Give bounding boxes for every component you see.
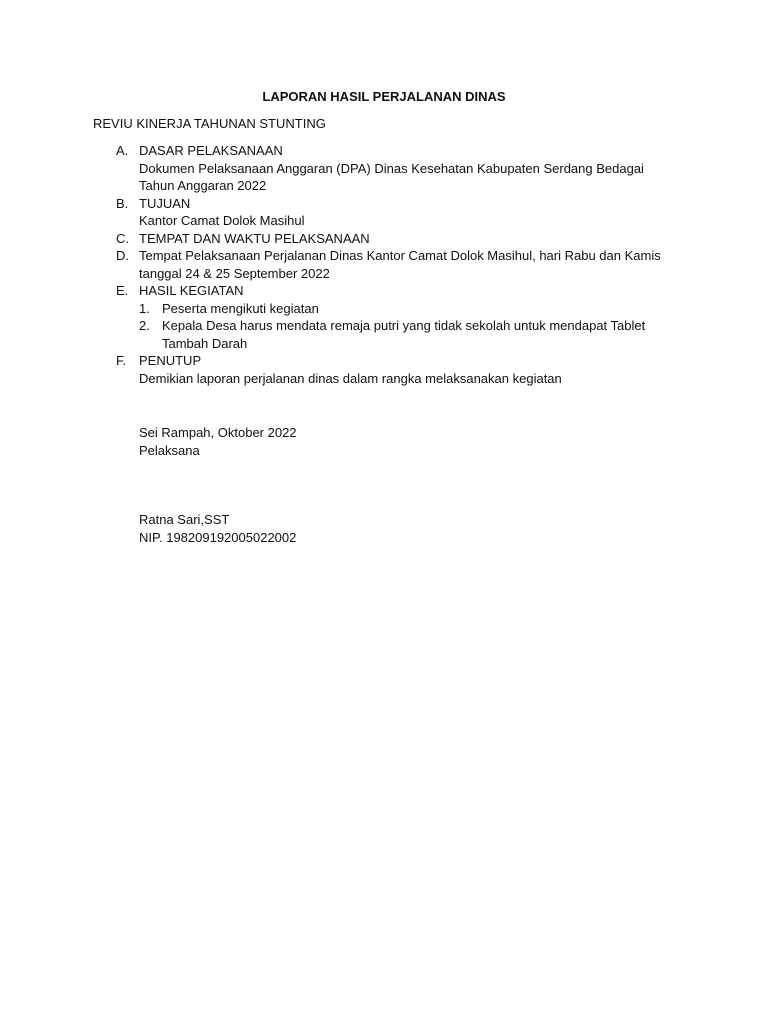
section-letter: C. bbox=[116, 230, 129, 246]
list-item-number: 2. bbox=[139, 318, 150, 333]
signature-role: Pelaksana bbox=[139, 442, 200, 458]
signature-place-date: Sei Rampah, Oktober 2022 bbox=[139, 425, 297, 440]
list-item-text: Kepala Desa harus mendata remaja putri yang tidak sekolah untuk mendapat Tablet Tambah Darah bbox=[162, 318, 646, 351]
section-heading: TUJUAN bbox=[139, 195, 191, 211]
section-letter: A. bbox=[116, 143, 129, 158]
section-e bbox=[0, 282, 679, 352]
result-list bbox=[139, 300, 679, 353]
signature-nip: NIP. 198209192005022002 bbox=[139, 529, 297, 545]
section-letter: D. bbox=[116, 248, 129, 263]
list-item-number: 1. bbox=[139, 300, 150, 316]
section-b bbox=[0, 195, 679, 230]
section-heading: HASIL KEGIATAN bbox=[139, 283, 244, 298]
section-text: Demikian laporan perjalanan dinas dalam rangka melaksanakan kegiatan bbox=[139, 370, 562, 386]
section-d bbox=[0, 247, 679, 282]
list-item bbox=[139, 317, 679, 352]
section-letter: E. bbox=[116, 283, 129, 298]
signature-block bbox=[139, 424, 297, 546]
section-letter: B. bbox=[116, 195, 129, 211]
section-heading: PENUTUP bbox=[139, 353, 202, 368]
section-heading: Tempat Pelaksanaan Perjalanan Dinas Kantor Camat Dolok Masihul, hari Rabu dan Kamis tanggal 24 & 25 September 2022 bbox=[139, 248, 661, 281]
document-title: LAPORAN HASIL PERJALANAN DINAS bbox=[262, 89, 506, 104]
section-c bbox=[0, 230, 679, 248]
signature-space bbox=[139, 459, 297, 511]
list-item-text: Peserta mengikuti kegiatan bbox=[162, 300, 319, 316]
section-heading: DASAR PELAKSANAAN bbox=[139, 143, 283, 158]
section-heading: TEMPAT DAN WAKTU PELAKSANAAN bbox=[139, 230, 370, 246]
list-item bbox=[139, 300, 679, 318]
section-text: Kantor Camat Dolok Masihul bbox=[139, 213, 305, 228]
section-list bbox=[0, 142, 768, 387]
document-subtitle: REVIU KINERJA TAHUNAN STUNTING bbox=[93, 116, 326, 131]
signature-name: Ratna Sari,SST bbox=[139, 512, 230, 527]
section-text: Dokumen Pelaksanaan Anggaran (DPA) Dinas Kesehatan Kabupaten Serdang Bedagai Tahun Anggaran 2022 bbox=[139, 160, 644, 193]
section-a bbox=[0, 142, 679, 195]
section-letter: F. bbox=[116, 353, 127, 368]
section-f bbox=[0, 352, 679, 387]
